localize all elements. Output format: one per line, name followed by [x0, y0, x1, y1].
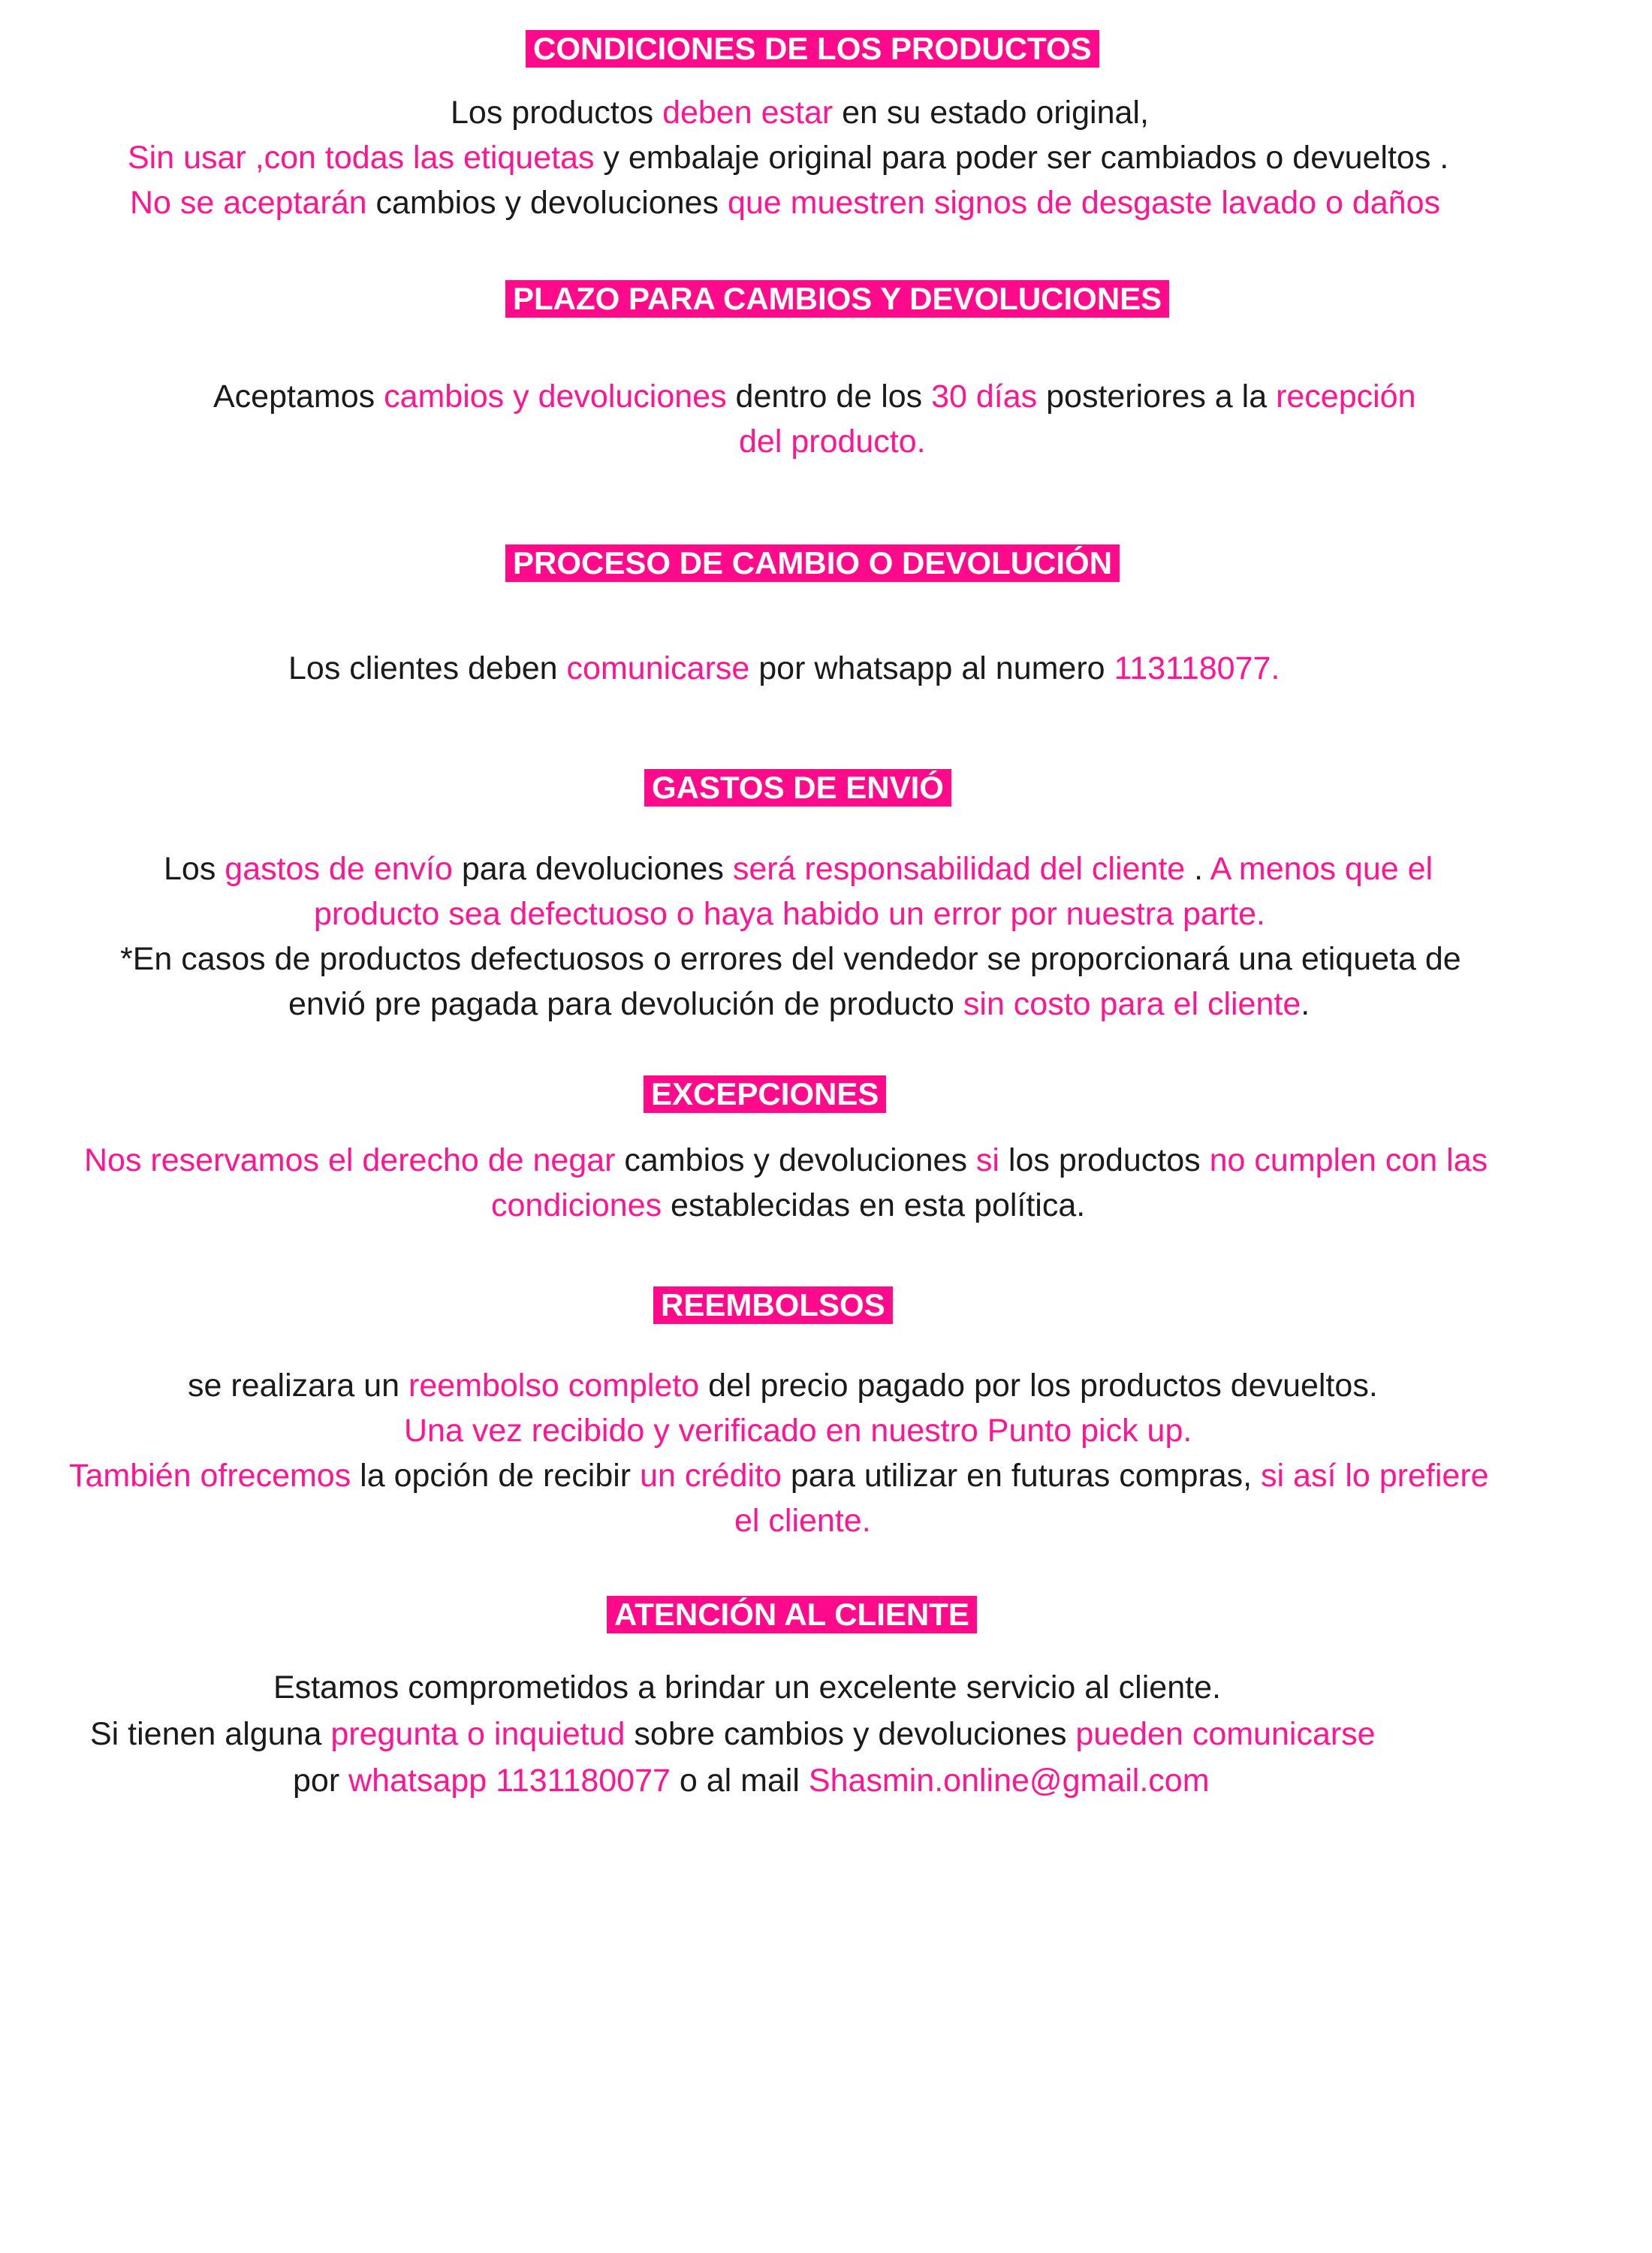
- highlight-text: A menos que el: [1210, 851, 1433, 887]
- section-heading-shipping: GASTOS DE ENVIÓ: [644, 769, 951, 807]
- body-text: sobre cambios y devoluciones: [625, 1716, 1076, 1752]
- text-line: [404, 1408, 1192, 1453]
- highlight-text: reembolso completo: [408, 1368, 700, 1404]
- text-line: [273, 1665, 1221, 1710]
- highlight-text: recepción: [1276, 379, 1416, 415]
- body-text: los productos: [999, 1142, 1210, 1178]
- section-heading-refunds: REEMBOLSOS: [653, 1286, 893, 1324]
- body-text: establecidas en esta política.: [662, 1187, 1086, 1223]
- text-line: [213, 374, 1416, 419]
- highlight-text: pueden comunicarse: [1075, 1716, 1376, 1752]
- body-text: Estamos comprometidos a brindar un excelente servicio al cliente.: [273, 1669, 1221, 1706]
- body-text: dentro de los: [726, 379, 932, 415]
- text-line: [69, 1453, 1489, 1498]
- highlight-text: 30 días: [931, 379, 1038, 415]
- text-line: [84, 1138, 1488, 1183]
- body-text: Si tienen alguna: [90, 1716, 331, 1752]
- body-text: por: [293, 1763, 349, 1799]
- highlight-text: Nos reservamos el derecho de negar: [84, 1142, 616, 1178]
- body-text: Los clientes deben: [288, 650, 567, 686]
- highlight-text: deben estar: [662, 95, 834, 131]
- text-line: [293, 1758, 1210, 1803]
- highlight-text: También ofrecemos: [69, 1458, 351, 1494]
- body-text: .: [1185, 851, 1210, 887]
- text-line: [734, 1498, 871, 1543]
- body-text: la opción de recibir: [351, 1458, 641, 1494]
- text-line: [188, 1363, 1378, 1408]
- body-text: .: [1301, 986, 1310, 1022]
- text-line: [288, 646, 1280, 691]
- highlight-text: comunicarse: [566, 650, 750, 686]
- body-text: cambios y devoluciones: [366, 185, 728, 221]
- body-text: se realizara un: [188, 1368, 408, 1404]
- section-heading-process: PROCESO DE CAMBIO O DEVOLUCIÓN: [505, 544, 1120, 582]
- body-text: del precio pagado por los productos devueltos.: [699, 1368, 1378, 1404]
- highlight-text: el cliente.: [734, 1503, 871, 1539]
- section-heading-deadline: PLAZO PARA CAMBIOS Y DEVOLUCIONES: [505, 280, 1169, 318]
- highlight-text: condiciones: [491, 1187, 662, 1223]
- text-line: [90, 1712, 1376, 1757]
- body-text: para devoluciones: [452, 851, 733, 887]
- highlight-text: gastos de envío: [225, 851, 453, 887]
- text-line: [164, 846, 1433, 891]
- body-text: o al mail: [670, 1763, 809, 1799]
- body-text: Aceptamos: [213, 379, 384, 415]
- highlight-text: si: [975, 1142, 999, 1178]
- section-heading-conditions: CONDICIONES DE LOS PRODUCTOS: [526, 30, 1099, 68]
- highlight-text: producto sea defectuoso o haya habido un error por nuestra parte.: [314, 896, 1265, 932]
- text-line: [120, 936, 1461, 982]
- highlight-text: no cumplen con las: [1209, 1142, 1488, 1178]
- highlight-text: sin costo para el cliente: [963, 986, 1301, 1022]
- body-text: envió pre pagada para devolución de producto: [288, 986, 963, 1022]
- text-line: [491, 1183, 1085, 1228]
- highlight-text: cambios y devoluciones: [384, 379, 727, 415]
- body-text: posteriores a la: [1037, 379, 1277, 415]
- body-text: cambios y devoluciones: [615, 1142, 976, 1178]
- text-line: [130, 180, 1440, 225]
- section-heading-customer-service: ATENCIÓN AL CLIENTE: [607, 1596, 977, 1633]
- body-text: *En casos de productos defectuosos o errores del vendedor se proporcionará una etiqueta de: [120, 941, 1461, 977]
- body-text: Los productos: [451, 95, 663, 131]
- highlight-text: del producto.: [739, 424, 926, 460]
- text-line: [288, 982, 1310, 1027]
- text-line: [739, 419, 926, 464]
- highlight-text: Una vez recibido y verificado en nuestro Punto pick up.: [404, 1413, 1192, 1449]
- body-text: por whatsapp al numero: [749, 650, 1114, 686]
- text-line: [451, 90, 1149, 135]
- text-line: [314, 891, 1265, 936]
- body-text: para utilizar en futuras compras,: [781, 1458, 1262, 1494]
- highlight-text: un crédito: [640, 1458, 782, 1494]
- section-heading-exceptions: EXCEPCIONES: [644, 1075, 886, 1113]
- highlight-text: Sin usar ,con todas las etiquetas: [128, 140, 595, 176]
- body-text: en su estado original,: [833, 95, 1149, 131]
- highlight-text: Shasmin.online@gmail.com: [808, 1763, 1210, 1799]
- text-line: [128, 135, 1449, 180]
- highlight-text: 113118077.: [1114, 650, 1280, 686]
- body-text: Los: [164, 851, 225, 887]
- highlight-text: que muestren signos de desgaste lavado o daños: [727, 185, 1440, 221]
- highlight-text: pregunta o inquietud: [330, 1716, 626, 1752]
- highlight-text: será responsabilidad del cliente: [732, 851, 1186, 887]
- body-text: y embalaje original para poder ser cambiados o devueltos .: [594, 140, 1449, 176]
- highlight-text: whatsapp 1131180077: [348, 1763, 671, 1799]
- highlight-text: si así lo prefiere: [1261, 1458, 1489, 1494]
- highlight-text: No se aceptarán: [130, 185, 367, 221]
